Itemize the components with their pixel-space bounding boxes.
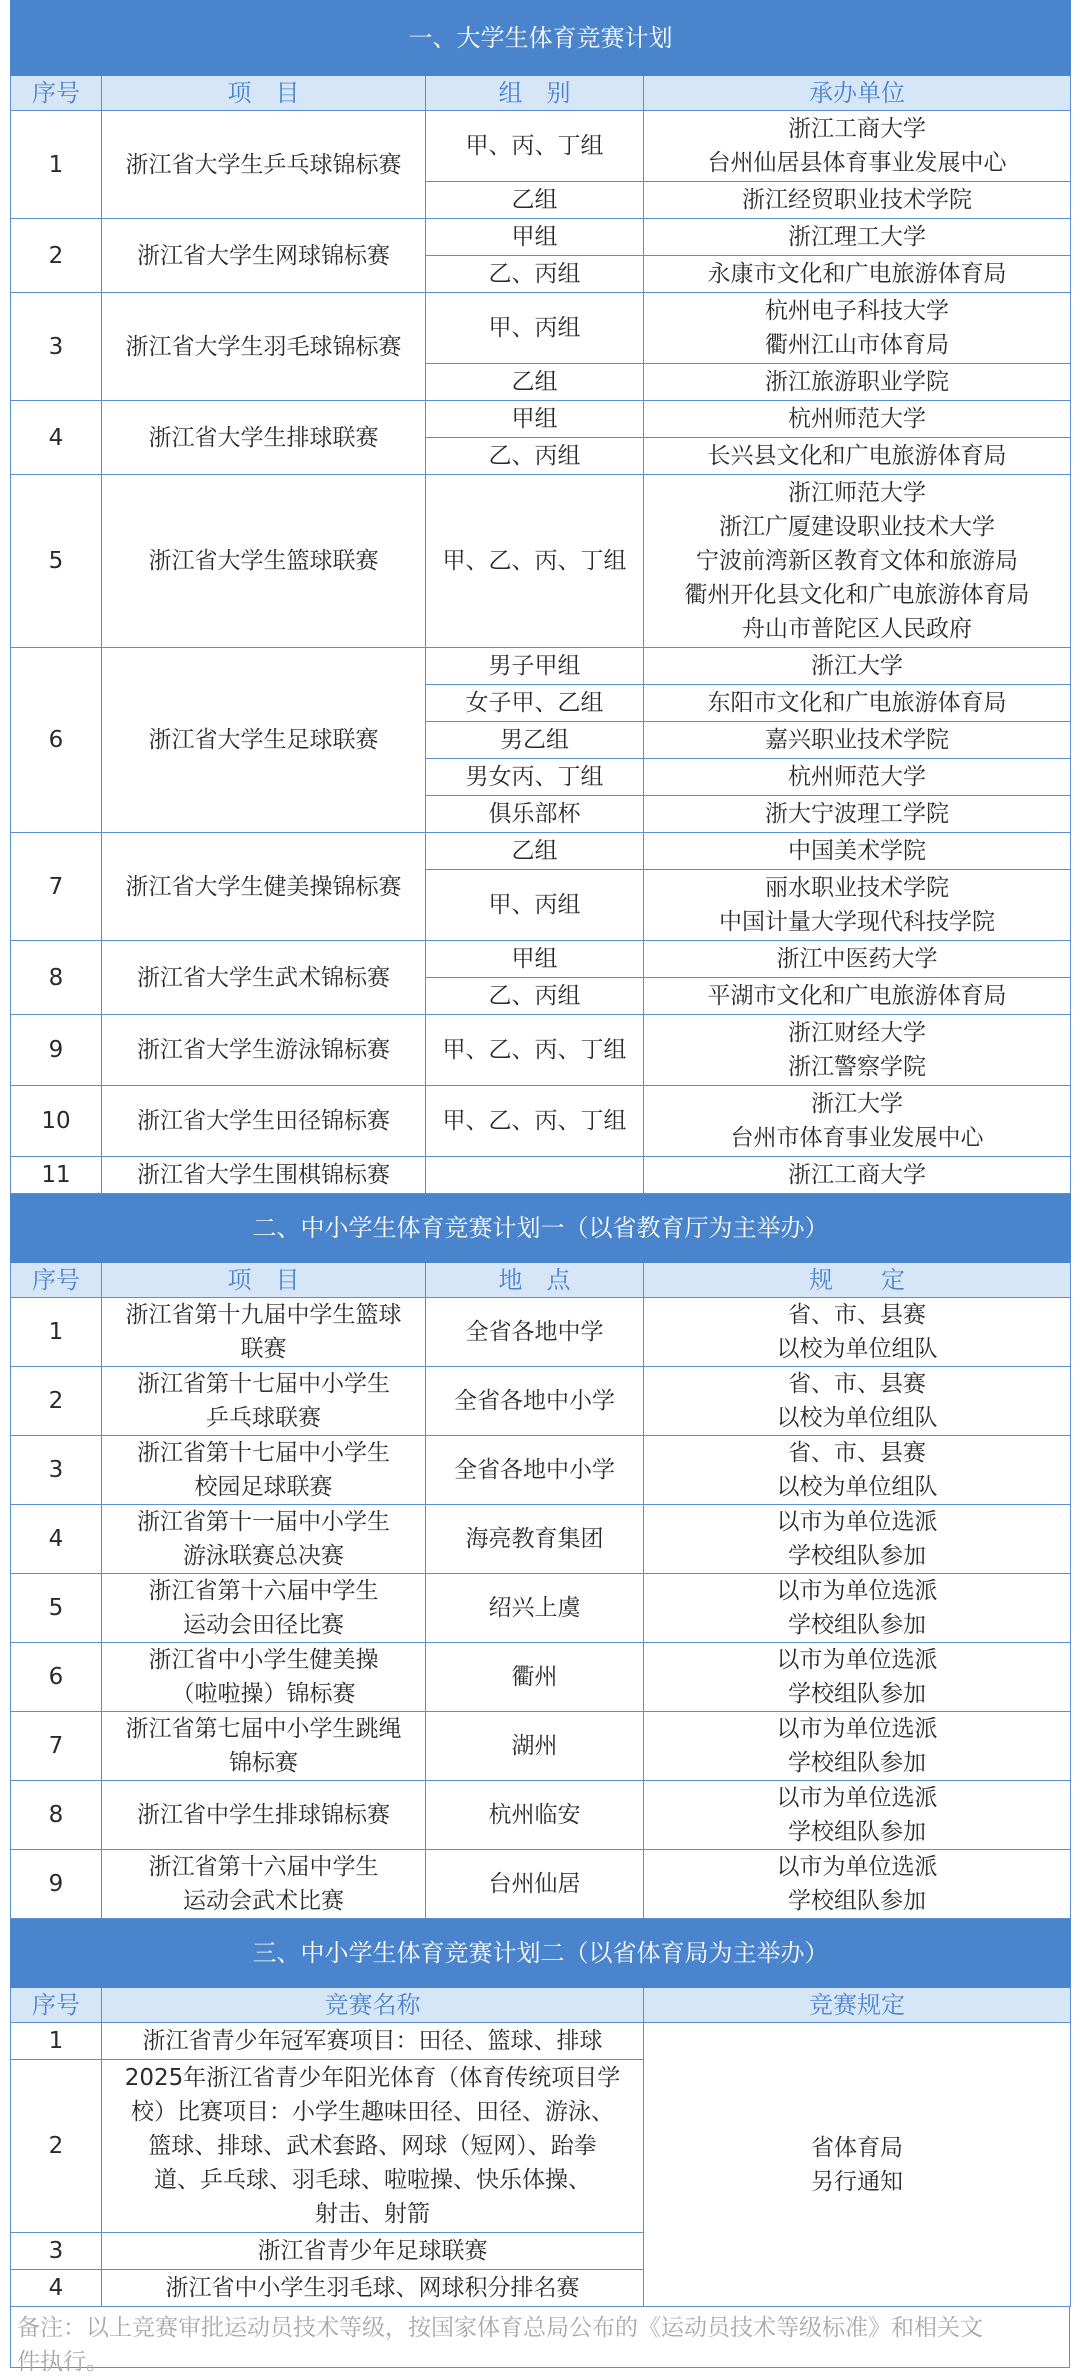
event-name-line: 浙江省第十一届中小学生 <box>137 1509 390 1535</box>
rule-cell <box>644 1712 1071 1781</box>
group-cell: 乙组 <box>426 364 644 401</box>
host-name: 杭州电子科技大学 <box>765 298 949 324</box>
host-name: 宁波前湾新区教育文体和旅游局 <box>696 548 1018 574</box>
group-cell: 乙组 <box>426 182 644 219</box>
host-name: 浙江工商大学 <box>788 1162 926 1188</box>
rule-line: 学校组队参加 <box>788 1750 926 1776</box>
rule-line: 以校为单位组队 <box>776 1405 938 1431</box>
event-name-line: 浙江省第十六届中学生 <box>148 1578 379 1604</box>
group-cell: 乙、丙组 <box>426 978 644 1015</box>
rule-line: 省、市、县赛 <box>788 1440 926 1466</box>
host-name: 中国美术学院 <box>788 838 926 864</box>
host-cell <box>644 941 1071 978</box>
rule-cell <box>644 1298 1071 1367</box>
footnote-line: 备注：以上竞赛审批运动员技术等级，按国家体育总局公布的《运动员技术等级标准》和相关文 <box>17 2315 983 2341</box>
rule-line: 以市为单位选派 <box>776 1509 938 1535</box>
column-header-row <box>11 1988 1071 2023</box>
column-header: 承办单位 <box>644 76 1071 111</box>
host-cell <box>644 722 1071 759</box>
host-cell <box>644 1086 1071 1157</box>
rule-cell <box>644 1574 1071 1643</box>
column-header: 规 定 <box>644 1263 1071 1298</box>
column-header: 项 目 <box>102 1263 426 1298</box>
event-name-line: 浙江省中学生排球锦标赛 <box>137 1802 390 1828</box>
event-name: 浙江省大学生田径锦标赛 <box>102 1086 426 1157</box>
row-number: 3 <box>11 293 102 401</box>
host-cell <box>644 401 1071 438</box>
host-cell <box>644 870 1071 941</box>
event-name-line: 锦标赛 <box>229 1750 298 1776</box>
event-name: 浙江省大学生健美操锦标赛 <box>102 833 426 941</box>
row-number: 9 <box>11 1015 102 1086</box>
group-cell: 甲组 <box>426 401 644 438</box>
column-header: 竞赛名称 <box>102 1988 644 2023</box>
row-number: 2 <box>11 219 102 293</box>
host-name: 台州市体育事业发展中心 <box>730 1125 984 1151</box>
rule-line: 以市为单位选派 <box>776 1647 938 1673</box>
host-name: 浙江旅游职业学院 <box>765 369 949 395</box>
host-name: 平湖市文化和广电旅游体育局 <box>707 983 1007 1009</box>
column-header: 竞赛规定 <box>644 1988 1071 2023</box>
rule-line: 以市为单位选派 <box>776 1785 938 1811</box>
plan-table <box>10 0 1071 2307</box>
table-row <box>11 648 1071 685</box>
table-row <box>11 1505 1071 1574</box>
host-name: 浙江广厦建设职业技术大学 <box>719 514 995 540</box>
event-name <box>102 1781 426 1850</box>
competition-name-line: 浙江省中小学生羽毛球、网球积分排名赛 <box>165 2275 580 2301</box>
event-name-line: 浙江省第十六届中学生 <box>148 1854 379 1880</box>
row-number: 6 <box>11 648 102 833</box>
column-header: 组 别 <box>426 76 644 111</box>
rule-line: 学校组队参加 <box>788 1681 926 1707</box>
table-row <box>11 219 1071 256</box>
rule-line: 省、市、县赛 <box>788 1302 926 1328</box>
row-number: 4 <box>11 401 102 475</box>
row-number: 1 <box>11 1298 102 1367</box>
event-name: 浙江省大学生排球联赛 <box>102 401 426 475</box>
event-name-line: 浙江省中小学生健美操 <box>148 1647 379 1673</box>
location-cell: 全省各地中小学 <box>426 1367 644 1436</box>
host-cell <box>644 685 1071 722</box>
host-name: 浙江工商大学 <box>788 116 926 142</box>
event-name <box>102 1505 426 1574</box>
competition-name-line: 道、乒乓球、羽毛球、啦啦操、快乐体操、 <box>154 2167 591 2193</box>
rule-line: 学校组队参加 <box>788 1888 926 1914</box>
host-cell <box>644 1157 1071 1194</box>
column-header: 序号 <box>11 1988 102 2023</box>
section-banner <box>11 1194 1071 1263</box>
footnote <box>10 2307 1070 2375</box>
competition-name <box>102 2060 644 2233</box>
host-name: 中国计量大学现代科技学院 <box>719 909 995 935</box>
footnote-line: 件执行。 <box>17 2349 109 2375</box>
host-cell <box>644 364 1071 401</box>
event-name-line: 浙江省第十七届中小学生 <box>137 1440 390 1466</box>
table-row <box>11 941 1071 978</box>
event-name-line: 运动会田径比赛 <box>183 1612 344 1638</box>
rule-line: 另行通知 <box>811 2168 903 2195</box>
host-name: 嘉兴职业技术学院 <box>765 727 949 753</box>
table-row <box>11 1574 1071 1643</box>
table-row <box>11 2023 1071 2060</box>
host-cell <box>644 833 1071 870</box>
row-number: 4 <box>11 1505 102 1574</box>
host-name: 衢州江山市体育局 <box>765 332 949 358</box>
host-name: 浙江中医药大学 <box>776 946 938 972</box>
host-cell <box>644 1015 1071 1086</box>
table-row <box>11 111 1071 182</box>
group-cell: 女子甲、乙组 <box>426 685 644 722</box>
event-name: 浙江省大学生篮球联赛 <box>102 475 426 648</box>
host-name: 舟山市普陀区人民政府 <box>742 616 972 642</box>
section-title: 二、中小学生体育竞赛计划一（以省教育厅为主举办） <box>11 1194 1071 1263</box>
event-name: 浙江省大学生围棋锦标赛 <box>102 1157 426 1194</box>
host-name: 浙江警察学院 <box>788 1054 926 1080</box>
row-number: 6 <box>11 1643 102 1712</box>
row-number: 5 <box>11 1574 102 1643</box>
column-header-row <box>11 76 1071 111</box>
event-name: 浙江省大学生羽毛球锦标赛 <box>102 293 426 401</box>
rule-cell <box>644 1781 1071 1850</box>
host-cell <box>644 293 1071 364</box>
column-header: 地 点 <box>426 1263 644 1298</box>
event-name-line: 浙江省第十七届中小学生 <box>137 1371 390 1397</box>
group-cell: 乙、丙组 <box>426 438 644 475</box>
event-name <box>102 1643 426 1712</box>
table-row <box>11 1157 1071 1194</box>
row-number: 1 <box>11 111 102 219</box>
event-name <box>102 1367 426 1436</box>
table-row <box>11 1643 1071 1712</box>
group-cell: 甲、乙、丙、丁组 <box>426 1086 644 1157</box>
rule-line: 学校组队参加 <box>788 1819 926 1845</box>
group-cell: 甲组 <box>426 219 644 256</box>
host-name: 浙江理工大学 <box>788 224 926 250</box>
host-name: 浙江大学 <box>811 653 903 679</box>
group-cell: 男女丙、丁组 <box>426 759 644 796</box>
group-cell: 男子甲组 <box>426 648 644 685</box>
table-row <box>11 1086 1071 1157</box>
group-cell <box>426 1157 644 1194</box>
row-number: 7 <box>11 833 102 941</box>
table-row <box>11 1781 1071 1850</box>
row-number: 1 <box>11 2023 102 2060</box>
row-number: 11 <box>11 1157 102 1194</box>
column-header: 序号 <box>11 76 102 111</box>
group-cell: 甲、丙、丁组 <box>426 111 644 182</box>
host-name: 杭州师范大学 <box>788 764 926 790</box>
host-name: 浙大宁波理工学院 <box>765 801 949 827</box>
host-name: 长兴县文化和广电旅游体育局 <box>707 443 1007 469</box>
event-name <box>102 1850 426 1919</box>
table-row <box>11 1436 1071 1505</box>
rule-line: 以市为单位选派 <box>776 1716 938 1742</box>
location-cell: 绍兴上虞 <box>426 1574 644 1643</box>
competition-name-line: 浙江省青少年冠军赛项目：田径、篮球、排球 <box>142 2028 603 2054</box>
rule-cell <box>644 1367 1071 1436</box>
table-row <box>11 1015 1071 1086</box>
event-name-line: 浙江省第十九届中学生篮球 <box>125 1302 402 1328</box>
competition-name <box>102 2270 644 2307</box>
row-number: 8 <box>11 1781 102 1850</box>
competition-plan-document <box>10 0 1070 2375</box>
event-name-line: 浙江省第七届中小学生跳绳 <box>125 1716 402 1742</box>
row-number: 2 <box>11 1367 102 1436</box>
row-number: 3 <box>11 2233 102 2270</box>
host-cell <box>644 256 1071 293</box>
location-cell: 衢州 <box>426 1643 644 1712</box>
rule-line: 省、市、县赛 <box>788 1371 926 1397</box>
group-cell: 乙组 <box>426 833 644 870</box>
section-banner <box>11 1919 1071 1988</box>
rule-line: 以校为单位组队 <box>776 1336 938 1362</box>
host-cell <box>644 978 1071 1015</box>
group-cell: 男乙组 <box>426 722 644 759</box>
host-cell <box>644 219 1071 256</box>
table-row <box>11 475 1071 648</box>
group-cell: 俱乐部杯 <box>426 796 644 833</box>
group-cell: 甲组 <box>426 941 644 978</box>
row-number: 4 <box>11 2270 102 2307</box>
table-row <box>11 1367 1071 1436</box>
competition-name <box>102 2233 644 2270</box>
section-banner <box>11 1 1071 76</box>
host-name: 浙江师范大学 <box>788 480 926 506</box>
row-number: 8 <box>11 941 102 1015</box>
rule-line: 省体育局 <box>811 2134 903 2161</box>
section-title: 三、中小学生体育竞赛计划二（以省体育局为主举办） <box>11 1919 1071 1988</box>
table-row <box>11 833 1071 870</box>
column-header: 序号 <box>11 1263 102 1298</box>
event-name-line: 运动会武术比赛 <box>183 1888 344 1914</box>
table-row <box>11 401 1071 438</box>
section-title: 一、大学生体育竞赛计划 <box>11 1 1071 76</box>
table-row <box>11 1850 1071 1919</box>
host-name: 台州仙居县体育事业发展中心 <box>707 150 1007 176</box>
competition-rule <box>644 2023 1071 2307</box>
event-name: 浙江省大学生游泳锦标赛 <box>102 1015 426 1086</box>
rule-cell <box>644 1436 1071 1505</box>
competition-name-line: 篮球、排球、武术套路、网球（短网）、跆拳 <box>148 2133 597 2159</box>
group-cell: 甲、丙组 <box>426 870 644 941</box>
host-cell <box>644 796 1071 833</box>
competition-name-line: 浙江省青少年足球联赛 <box>257 2238 488 2264</box>
host-name: 丽水职业技术学院 <box>765 875 949 901</box>
host-cell <box>644 475 1071 648</box>
table-row <box>11 1712 1071 1781</box>
host-cell <box>644 111 1071 182</box>
location-cell: 台州仙居 <box>426 1850 644 1919</box>
row-number: 5 <box>11 475 102 648</box>
location-cell: 湖州 <box>426 1712 644 1781</box>
event-name <box>102 1436 426 1505</box>
rule-line: 学校组队参加 <box>788 1543 926 1569</box>
host-name: 浙江财经大学 <box>788 1020 926 1046</box>
rule-cell <box>644 1850 1071 1919</box>
host-cell <box>644 759 1071 796</box>
event-name: 浙江省大学生足球联赛 <box>102 648 426 833</box>
host-cell <box>644 648 1071 685</box>
row-number: 10 <box>11 1086 102 1157</box>
competition-name <box>102 2023 644 2060</box>
group-cell: 甲、乙、丙、丁组 <box>426 1015 644 1086</box>
event-name-line: 乒乓球联赛 <box>206 1405 321 1431</box>
row-number: 2 <box>11 2060 102 2233</box>
event-name-line: 游泳联赛总决赛 <box>183 1543 344 1569</box>
row-number: 3 <box>11 1436 102 1505</box>
row-number: 7 <box>11 1712 102 1781</box>
host-name: 杭州师范大学 <box>788 406 926 432</box>
location-cell: 全省各地中小学 <box>426 1436 644 1505</box>
rule-cell <box>644 1643 1071 1712</box>
host-name: 浙江经贸职业技术学院 <box>742 187 972 213</box>
host-name: 永康市文化和广电旅游体育局 <box>707 261 1007 287</box>
location-cell: 海亮教育集团 <box>426 1505 644 1574</box>
rule-line: 以市为单位选派 <box>776 1854 938 1880</box>
event-name <box>102 1574 426 1643</box>
row-number: 9 <box>11 1850 102 1919</box>
rule-line: 以市为单位选派 <box>776 1578 938 1604</box>
event-name <box>102 1712 426 1781</box>
event-name: 浙江省大学生武术锦标赛 <box>102 941 426 1015</box>
event-name-line: 联赛 <box>240 1336 287 1362</box>
event-name <box>102 1298 426 1367</box>
competition-name-line: 校）比赛项目：小学生趣味田径、田径、游泳、 <box>131 2099 614 2125</box>
table-row <box>11 1298 1071 1367</box>
event-name-line: 校园足球联赛 <box>194 1474 333 1500</box>
host-cell <box>644 182 1071 219</box>
table-row <box>11 293 1071 364</box>
host-cell <box>644 438 1071 475</box>
location-cell: 全省各地中学 <box>426 1298 644 1367</box>
rule-line: 学校组队参加 <box>788 1612 926 1638</box>
column-header: 项 目 <box>102 76 426 111</box>
column-header-row <box>11 1263 1071 1298</box>
event-name-line: （啦啦操）锦标赛 <box>171 1681 356 1707</box>
group-cell: 甲、丙组 <box>426 293 644 364</box>
competition-name-line: 2025年浙江省青少年阳光体育（体育传统项目学 <box>124 2065 621 2091</box>
location-cell: 杭州临安 <box>426 1781 644 1850</box>
rule-cell <box>644 1505 1071 1574</box>
host-name: 东阳市文化和广电旅游体育局 <box>707 690 1007 716</box>
event-name: 浙江省大学生网球锦标赛 <box>102 219 426 293</box>
host-name: 浙江大学 <box>811 1091 903 1117</box>
event-name: 浙江省大学生乒乓球锦标赛 <box>102 111 426 219</box>
competition-name-line: 射击、射箭 <box>315 2201 430 2227</box>
host-name: 衢州开化县文化和广电旅游体育局 <box>684 582 1030 608</box>
group-cell: 甲、乙、丙、丁组 <box>426 475 644 648</box>
rule-line: 以校为单位组队 <box>776 1474 938 1500</box>
group-cell: 乙、丙组 <box>426 256 644 293</box>
